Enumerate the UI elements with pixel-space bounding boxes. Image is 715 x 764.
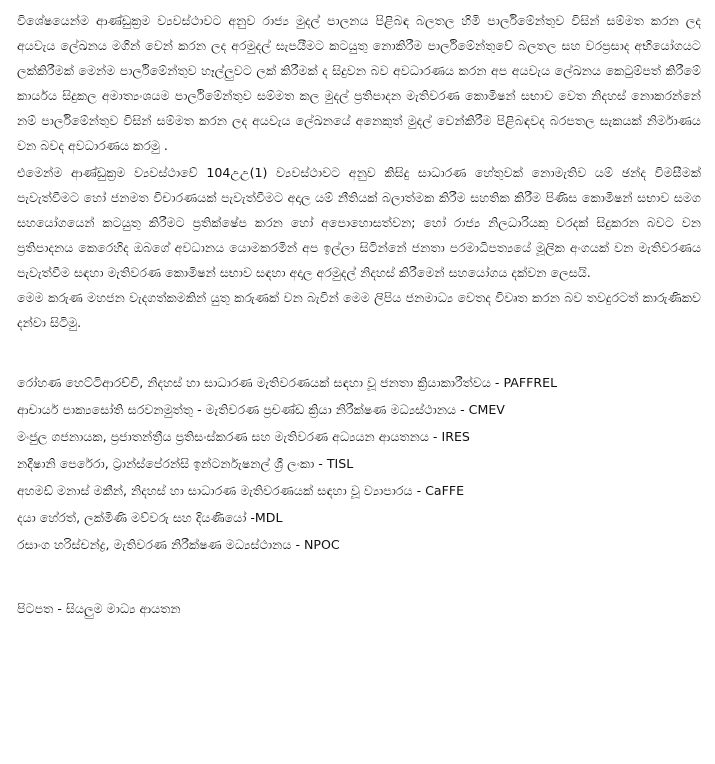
signatory-list (17, 369, 701, 558)
signatory-paffrel: රෝහණ හෙට්ටිආරච්චි, නිදහස් හා සාධාරණ මැතිවරණයක් සඳහා වූ ජනතා ක්‍රියාකාරීත්වය - PAFFREL (17, 375, 558, 390)
signatory-npoc: රසාංග හරිස්චන්ද්‍ර, මැතිවරණ නිරීක්ෂණ මධ්‍යස්ථානය - NPOC (17, 537, 340, 552)
signatory-tisl: නදීෂානි පෙරේරා, ට්‍රාන්ස්පේරන්සි ඉන්ටර්නැෂනල් ශ්‍රී ලංකා - TISL (17, 456, 354, 471)
paragraph-constitution-article: එමෙන්ම ආණ්ඩුක්‍රම ව්‍යවස්ථාවේ 104උඋ(1) ව්‍යවස්ථාවට අනුව කිසිදු සාධාරණ හේතුවක් නොමැතිව යම් ඡන්ද විමසීමක් පැවැත්වීමට හෝ ජනමත විචාරණයක් පැවැත්වීමට අදාල යම් නීතියක් බලාත්මක කිරීම සහතික කිරීම පිණිස කොමිෂන් සභාව සමග සහයෝගයෙන් කටයුතු කිරීමට ප්‍රතික්ෂේප කරන හෝ අපොහොසත්වන; හෝ රාජ්‍ය නිලධාරියකු වරදක් සිදුකරන බවට වන ප්‍රතිපාදනය කෙරෙහිද ඔබගේ අවධානය යොමකරමින් අප ඉල්ලා සිටින්නේ ජනතා පරමාධිපත්‍යයේ මූලික අංගයක් වන මැතිවරණය පැවැත්වීම සඳහා මැතිවරණ කොමිෂන් සභාව සඳහා අදාල අරමුදල් නිදහස් කිරීමෙන් සහයෝගය දක්වන ලෙසයි. (17, 165, 701, 280)
signatory-mdl: දයා හේරත්, ලක්මිණි මව්වරු සහ දියණියෝ -MDL (17, 510, 283, 525)
signatory-cmev: ආචාර්ය පාක්‍යසෝති සරවනමුත්තු - මැතිවරණ ප්‍රචණ්ඩ ක්‍රියා නිරීක්ෂණ මධ්‍යස්ථානය - CMEV (17, 402, 505, 417)
paragraph-budget-powers: විශේෂයෙන්ම ආණ්ඩුක්‍රම ව්‍යවස්ථාවට අනුව රාජ්‍ය මුදල් පාලනය පිළිබඳ බලතල හිමි පාර්ලිමේන්තුව විසින් සම්මත කරන ලද අයවැය ලේඛනය මගින් වෙන් කරන ලද අරමුදල් සැපයීමට කටයුතු නොකිරීම පාර්ලිමේන්තුවේ බලතල සහ වරප්‍රසාද අභියෝගයට ලක්කිරීමක් මෙන්ම පාර්ලිමේන්තුව හෑල්ලුවට ලක් කිරීමක් ද සිදුවන බව අවධාරණය කරන අප අයවැය ලේඛනය කෙටුම්පත් කිරීමේ කාර්යය සිදුකල අමාත්‍යංශයම පාර්ලිමේන්තුව සම්මත කල මුදල් ප්‍රතිපාදන මැතිවරණ කොමිෂන් සභාව වෙත නිදහස් නොකරන්නේ නම් පාර්ලිමේන්තුව විසින් සම්මත කරන ලද අයවැය ලේඛනයේ අනෙකුත් මුදල් වෙන්කිරීම පිළිබඳවද බරපතල සැකයක් නිර්මාණය වන බවද අවධාරණය කරමු . (17, 13, 701, 153)
signatory-ires: මංජුල ගජනායක, ප්‍රජාතන්ත්‍රීය ප්‍රතිසංස්කරණ සහ මැතිවරණ අධ්‍යයන ආයතනය - IRES (17, 429, 470, 444)
signatory-caffe: අහමඩ් මනාස් මකීන්, නිදහස් හා සාධාරණ මැතිවරණයක් සඳහා වූ ව්‍යාපාරය - CaFFE (17, 483, 465, 498)
copy-to-line: පිටපත - සියලුම මාධ්‍ය ආයතන (17, 601, 181, 616)
paragraph-media-notice: මෙම කරුණ මහජන වැදගත්කමකින් යුතු කරුණක් වන බැවින් මෙම ලිපිය ජනමාධ්‍ය වෙතද විවෘත කරන බව තවදුරටත් කාරුණිකව දන්වා සිටිමු. (17, 290, 701, 330)
